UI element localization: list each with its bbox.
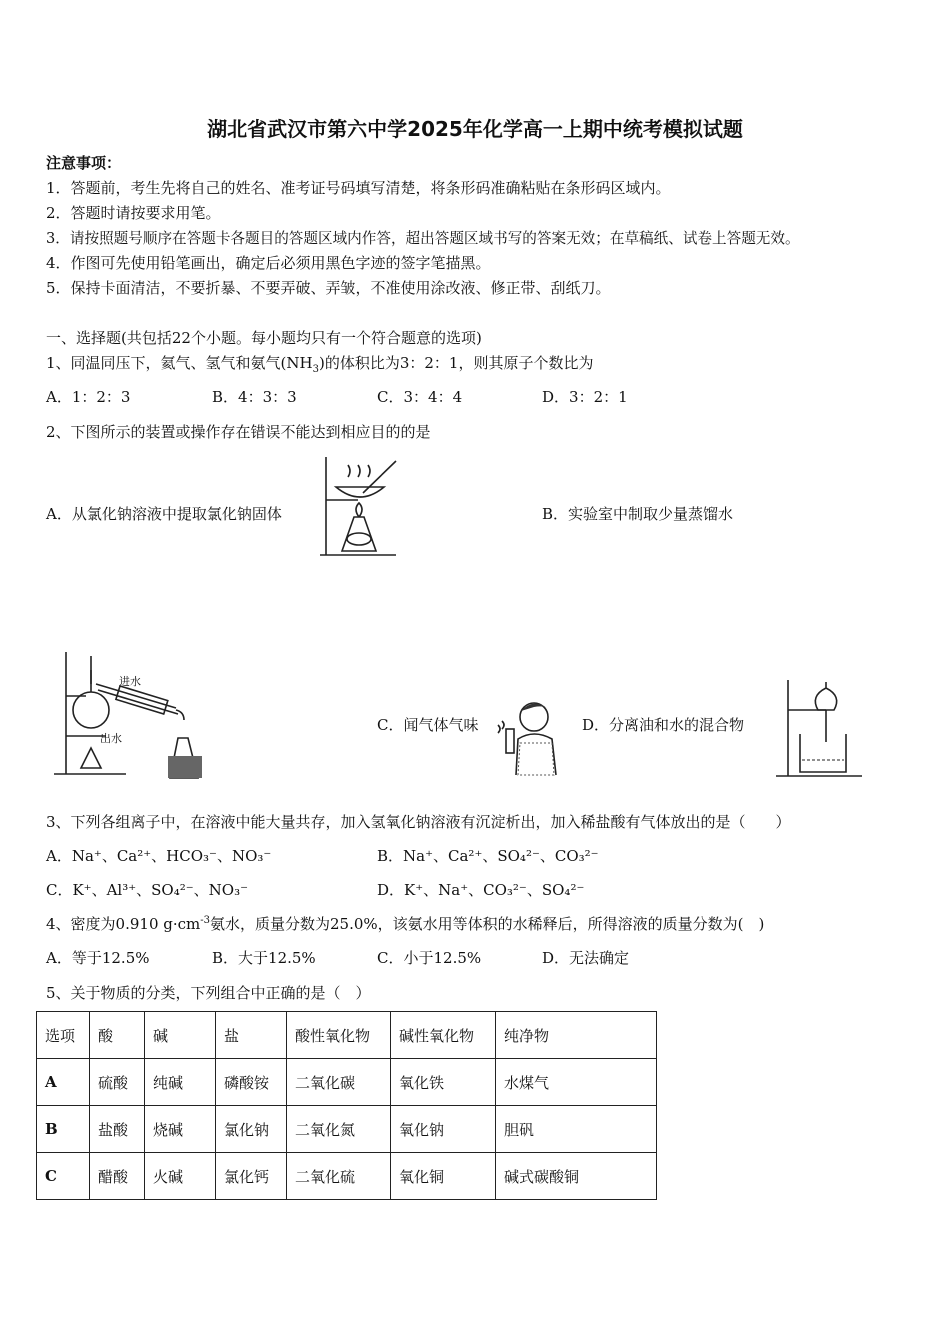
table-cell: 纯碱	[145, 1059, 216, 1106]
q3-option-d: D．K⁺、Na⁺、CO₃²⁻、SO₄²⁻	[377, 881, 585, 899]
table-row	[37, 1153, 657, 1200]
table-cell: 磷酸铵	[216, 1059, 287, 1106]
table-cell: C	[37, 1153, 90, 1200]
table-cell: 烧碱	[145, 1106, 216, 1153]
notice-item: 4．作图可先使用铅笔画出，确定后必须用黑色字迹的签字笔描黑。	[46, 254, 491, 272]
notice-heading: 注意事项：	[46, 154, 122, 172]
table-header-row	[37, 1012, 657, 1059]
q4-option-a: A．等于12.5%	[46, 949, 150, 967]
table-cell: 水煤气	[496, 1059, 657, 1106]
table-cell: 氯化钙	[216, 1153, 287, 1200]
q2-stem: 2、下图所示的装置或操作存在错误不能达到相应目的的是	[46, 423, 431, 441]
table-header-cell: 酸性氧化物	[287, 1012, 391, 1059]
q2-option-a: A．从氯化钠溶液中提取氯化钠固体	[46, 505, 282, 523]
q1-stem: 1、同温同压下，氦气、氢气和氨气$(NH_3)$的体积比为3：2：1，则其原子个数比为	[46, 354, 594, 375]
table-cell: 二氧化硫	[287, 1153, 391, 1200]
q2-option-b: B．实验室中制取少量蒸馏水	[542, 505, 734, 523]
separatory-funnel-figure	[774, 676, 864, 780]
notice-item: 5．保持卡面清洁，不要折暴、不要弄破、弄皱，不准使用涂改液、修正带、刮纸刀。	[46, 279, 611, 297]
smelling-gas-figure	[494, 695, 570, 777]
table-cell: A	[37, 1059, 90, 1106]
table-cell: 氧化铜	[391, 1153, 496, 1200]
q5-classification-table	[36, 1011, 657, 1200]
evaporation-apparatus-figure	[318, 455, 398, 560]
q4-option-b: B．大于12.5%	[212, 949, 316, 967]
table-cell: 氧化铁	[391, 1059, 496, 1106]
label-water-in: 进水	[119, 675, 141, 688]
page-title: 湖北省武汉市第六中学2025年化学高一上期中统考模拟试题	[207, 117, 743, 141]
notice-item: 1．答题前，考生先将自己的姓名、准考证号码填写清楚，将条形码准确粘贴在条形码区域内。	[46, 179, 671, 197]
table-row	[37, 1059, 657, 1106]
table-cell: 氯化钠	[216, 1106, 287, 1153]
q3-option-c: C．K⁺、Al³⁺、SO₄²⁻、NO₃⁻	[46, 881, 249, 899]
table-cell: 盐酸	[90, 1106, 145, 1153]
table-header-cell: 酸	[90, 1012, 145, 1059]
distillation-apparatus-figure	[46, 648, 206, 780]
table-cell: 二氧化碳	[287, 1059, 391, 1106]
q5-stem: 5、关于物质的分类，下列组合中正确的是（ ）	[46, 984, 371, 1002]
notice-item: 3．请按照题号顺序在答题卡各题目的答题区域内作答，超出答题区域书写的答案无效；在草稿纸、试卷上答题无效。	[46, 230, 800, 247]
table-header-cell: 选项	[37, 1012, 90, 1059]
q3-stem: 3、下列各组离子中，在溶液中能大量共存，加入氢氧化钠溶液有沉淀析出，加入稀盐酸有气体放出的是（ ）	[46, 813, 791, 831]
section-heading: 一、选择题(共包括22个小题。每小题均只有一个符合题意的选项)	[46, 329, 482, 347]
q3-option-a: A．Na⁺、Ca²⁺、HCO₃⁻、NO₃⁻	[46, 847, 272, 865]
q4-option-c: C．小于12.5%	[377, 949, 482, 967]
table-cell: 醋酸	[90, 1153, 145, 1200]
table-header-cell: 纯净物	[496, 1012, 657, 1059]
notice-item: 2．答题时请按要求用笔。	[46, 204, 221, 222]
table-cell: B	[37, 1106, 90, 1153]
table-cell: 硫酸	[90, 1059, 145, 1106]
table-header-cell: 碱性氧化物	[391, 1012, 496, 1059]
q1-option-c: C．3：4：4	[377, 388, 463, 406]
q1-option-d: D．3：2：1	[542, 388, 628, 406]
table-cell: 碱式碳酸铜	[496, 1153, 657, 1200]
q2-option-c: C．闻气体气味	[377, 716, 479, 734]
q2-option-d: D．分离油和水的混合物	[582, 716, 745, 734]
q1-option-b: B．4：3：3	[212, 388, 297, 406]
table-cell: 二氧化氮	[287, 1106, 391, 1153]
q1-option-a: A．1：2：3	[46, 388, 131, 406]
table-header-cell: 碱	[145, 1012, 216, 1059]
table-header-cell: 盐	[216, 1012, 287, 1059]
table-row	[37, 1106, 657, 1153]
table-cell: 胆矾	[496, 1106, 657, 1153]
label-water-out: 出水	[100, 732, 122, 745]
q3-option-b: B．Na⁺、Ca²⁺、SO₄²⁻、CO₃²⁻	[377, 847, 599, 865]
table-cell: 氧化钠	[391, 1106, 496, 1153]
q4-option-d: D．无法确定	[542, 949, 630, 967]
table-cell: 火碱	[145, 1153, 216, 1200]
q4-stem: 4、密度为0.910 $g\cdot cm^{-3}$氨水，质量分数为25.0%，该氨水用等体积的水稀释后，所得溶液的质量分数为( )	[46, 915, 765, 933]
